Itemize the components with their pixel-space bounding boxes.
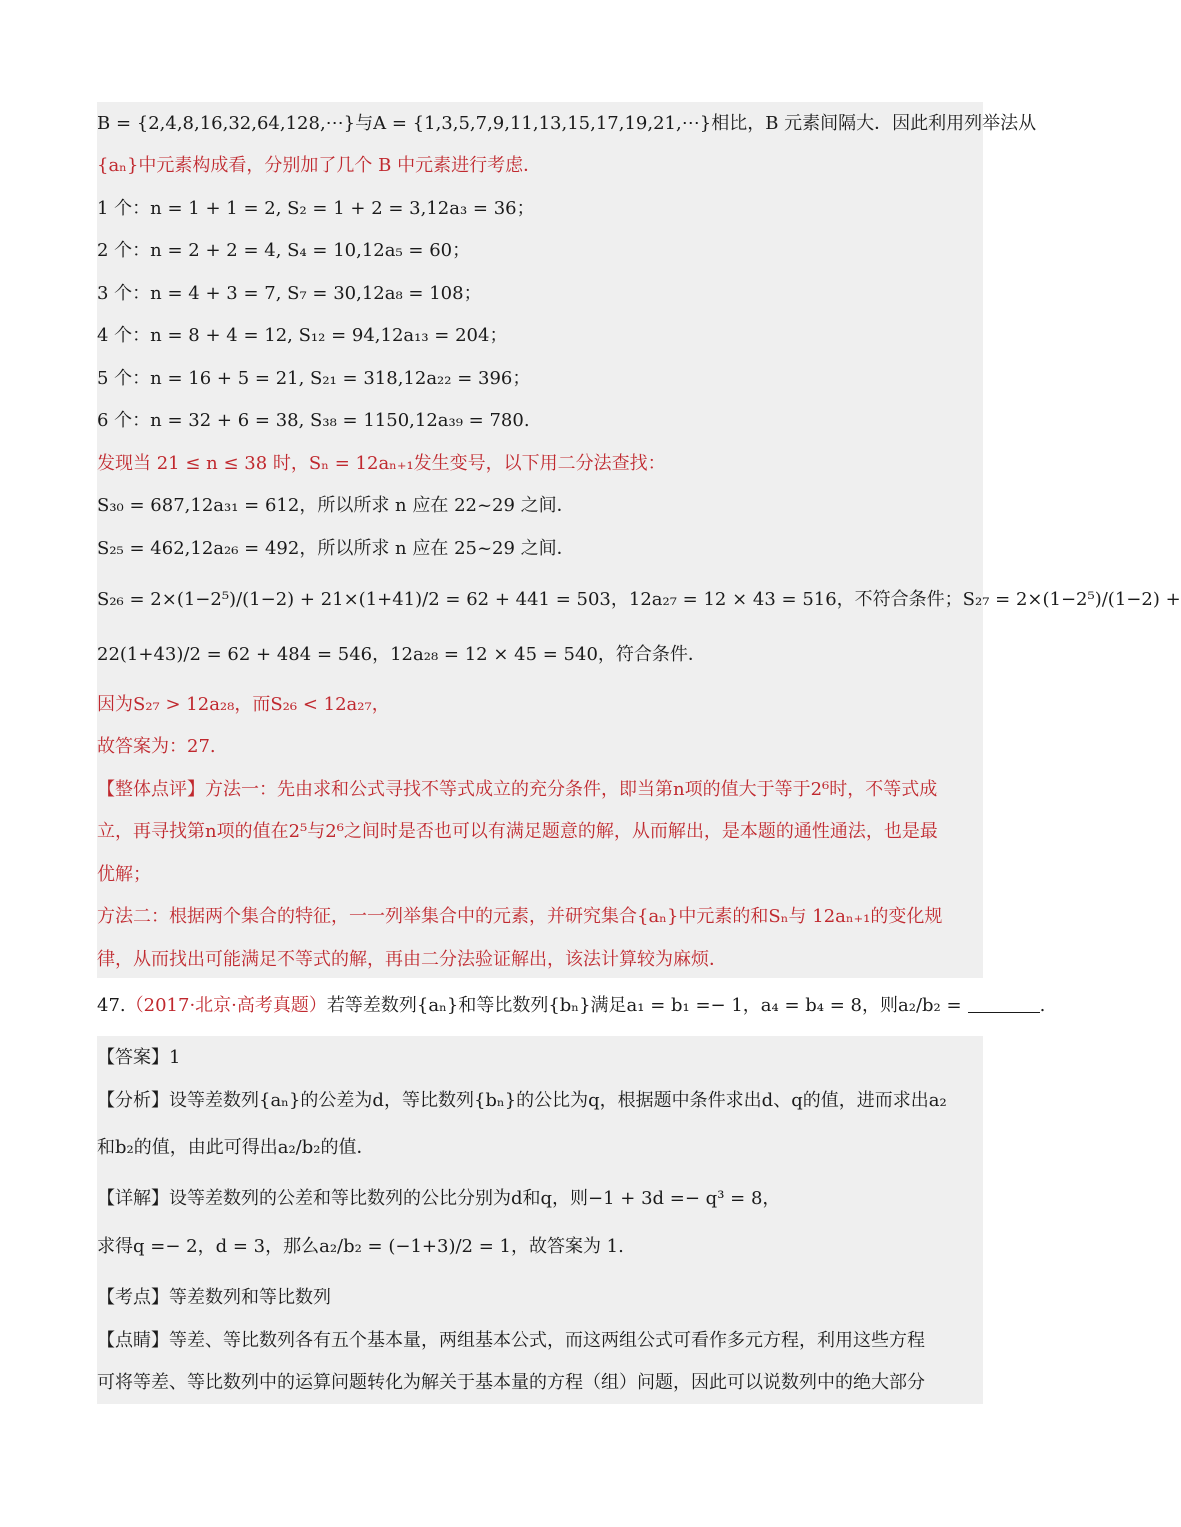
solution-line: 故答案为：27. <box>97 736 216 757</box>
question-source: （2017·北京·高考真题） <box>125 995 327 1016</box>
analysis-line: 【分析】设等差数列{aₙ}的公差为d，等比数列{bₙ}的公比为q，根据题中条件求出d、q的值，进而求出a₂ <box>97 1090 947 1111</box>
solution-line: 4 个：n = 8 + 4 = 12, S₁₂ = 94,12a₁₃ = 204； <box>97 325 508 346</box>
solution-line: 22(1+43)/2 = 62 + 484 = 546，12a₂₈ = 12 × 45 = 540，符合条件． <box>97 644 706 665</box>
answer-line: 【答案】1 <box>97 1047 181 1068</box>
question-47 <box>97 992 1046 1020</box>
detail-line: 【详解】设等差数列的公差和等比数列的公比分别为d和q，则−1 + 3d =− q³ = 8， <box>97 1188 781 1209</box>
evaluation-line: 立，再寻找第n项的值在2⁵与2⁶之间时是否也可以有满足题意的解，从而解出，是本题的通性通法，也是最 <box>97 821 938 842</box>
solution-line: 1 个：n = 1 + 1 = 2, S₂ = 1 + 2 = 3,12a₃ = 36； <box>97 198 535 219</box>
solution-line: S₂₅ = 462,12a₂₆ = 492，所以所求 n 应在 25~29 之间． <box>97 538 575 559</box>
evaluation-line: 方法二：根据两个集合的特征，一一列举集合中的元素，并研究集合{aₙ}中元素的和Sₙ与 12aₙ₊₁的变化规 <box>97 906 943 927</box>
solution-line: S₃₀ = 687,12a₃₁ = 612，所以所求 n 应在 22~29 之间． <box>97 495 575 516</box>
solution-line: 5 个：n = 16 + 5 = 21, S₂₁ = 318,12a₂₂ = 396； <box>97 368 531 389</box>
question-number: 47. <box>97 995 126 1016</box>
solution-line: 因为S₂₇ > 12a₂₈，而S₂₆ < 12a₂₇， <box>97 694 390 715</box>
analysis-line: 和b₂的值，由此可得出a₂/b₂的值． <box>97 1137 375 1158</box>
detail-line: 求得q =− 2，d = 3，那么a₂/b₂ = (−1+3)/2 = 1，故答案为 1. <box>97 1236 624 1257</box>
question-end: . <box>1039 995 1046 1016</box>
solution-line: 发现当 21 ≤ n ≤ 38 时，Sₙ = 12aₙ₊₁发生变号，以下用二分法查找： <box>97 453 666 474</box>
evaluation-line: 律，从而找出可能满足不等式的解，再由二分法验证解出，该法计算较为麻烦． <box>97 949 727 970</box>
insight-line: 可将等差、等比数列中的运算问题转化为解关于基本量的方程（组）问题，因此可以说数列中的绝大部分 <box>97 1372 925 1393</box>
solution-line: 6 个：n = 32 + 6 = 38, S₃₈ = 1150,12a₃₉ = 780. <box>97 410 530 431</box>
solution-line: 2 个：n = 2 + 2 = 4, S₄ = 10,12a₅ = 60； <box>97 240 471 261</box>
solution-line: 3 个：n = 4 + 3 = 7, S₇ = 30,12a₈ = 108； <box>97 283 482 304</box>
topic-line: 【考点】等差数列和等比数列 <box>97 1287 331 1308</box>
insight-line: 【点睛】等差、等比数列各有五个基本量，两组基本公式，而这两组公式可看作多元方程，利用这些方程 <box>97 1330 925 1351</box>
solution-line: {aₙ}中元素构成看，分别加了几个 B 中元素进行考虑． <box>97 155 542 176</box>
answer-blank <box>968 994 1040 1013</box>
solution-line: S₂₆ = 2×(1−2⁵)/(1−2) + 21×(1+41)/2 = 62 + 441 = 503，12a₂₇ = 12 × 43 = 516，不符合条件；S₂₇ = 2×(1−2⁵)/(1−2) + <box>97 589 1181 610</box>
solution-line: B = {2,4,8,16,32,64,128,⋯}与A = {1,3,5,7,9,11,13,15,17,19,21,⋯}相比，B 元素间隔大．因此利用列举法从 <box>97 113 1037 134</box>
evaluation-line: 优解； <box>97 864 151 885</box>
evaluation-line: 【整体点评】方法一：先由求和公式寻找不等式成立的充分条件，即当第n项的值大于等于2⁶时，不等式成 <box>97 779 938 800</box>
question-text: 若等差数列{aₙ}和等比数列{bₙ}满足a₁ = b₁ =− 1，a₄ = b₄ = 8，则a₂/b₂ = <box>326 995 962 1016</box>
